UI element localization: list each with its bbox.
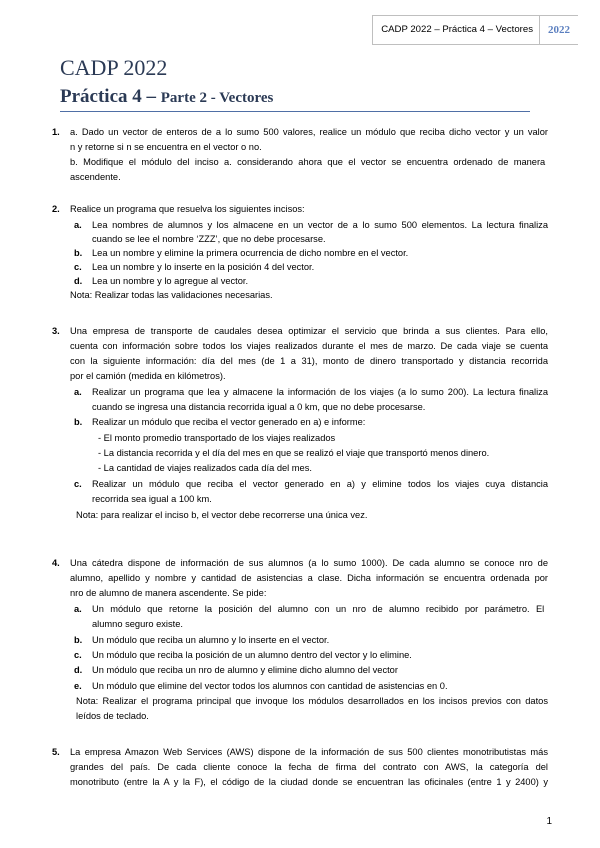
text-line: por el camión (medida en kilómetros).: [70, 371, 226, 381]
text-line: Un módulo que reciba un nro de alumno y elimine dicho alumno del vector: [92, 665, 398, 675]
subitem-letter: b.: [74, 635, 83, 645]
text-line: a. Dado un vector de enteros de a lo sumo 500 valores, realice un módulo que reciba dicho vector y un valor: [70, 127, 548, 137]
item-number: 2.: [52, 204, 60, 214]
text-line: monotributo (entre la A y la F), el código de la ciudad donde se encuentran las oficinales (entre 1 y 2400) y: [70, 777, 548, 787]
subitem-letter: d.: [74, 665, 83, 675]
text-line: Realizar un módulo que reciba el vector generado en a) e informe:: [92, 417, 366, 427]
text-line: Realice un programa que resuelva los siguientes incisos:: [70, 204, 305, 214]
subitem-letter: c.: [74, 650, 82, 660]
subtitle-part: Parte 2 - Vectores: [160, 90, 274, 106]
text-line: Lea un nombre y elimine la primera ocurrencia de dicho nombre en el vector.: [92, 248, 409, 258]
subitem-letter: d.: [74, 276, 83, 286]
subtitle-practice: Práctica 4 –: [60, 86, 161, 107]
item-number: 4.: [52, 558, 60, 568]
document-title: CADP 2022: [60, 55, 168, 80]
text-line: - El monto promedio transportado de los viajes realizados: [98, 433, 336, 443]
subitem-letter: b.: [74, 248, 83, 258]
page-number: 1: [546, 816, 552, 827]
text-line: Un módulo que elimine del vector todos los alumnos con cantidad de asistencias en 0.: [92, 681, 448, 691]
item-number: 3.: [52, 326, 60, 336]
text-line: alumno, apellido y nombre y cantidad de asistencias a clase. Dicha información se encuentra ordenada por: [70, 573, 548, 583]
text-line: Nota: Realizar todas las validaciones necesarias.: [70, 290, 273, 300]
page-header: [372, 15, 578, 45]
text-line: leídos de teclado.: [76, 711, 149, 721]
document-subtitle: [60, 86, 273, 108]
header-text: CADP 2022 – Práctica 4 – Vectores: [372, 16, 540, 44]
text-line: recorrida sea igual a 100 km.: [92, 494, 212, 504]
text-line: cuando se lee el nombre ‘ZZZ’, que no debe procesarse.: [92, 234, 326, 244]
text-line: Lea nombres de alumnos y los almacene en un vector de a lo sumo 500 elementos. La lectura finaliza: [92, 220, 548, 230]
text-line: La empresa Amazon Web Services (AWS) dispone de la información de sus 500 clientes monotributistas más: [70, 747, 548, 757]
item-number: 5.: [52, 747, 60, 757]
subitem-letter: a.: [74, 220, 82, 230]
title-rule: [60, 111, 530, 112]
text-line: Realizar un programa que lea y almacene la información de los viajes (a lo sumo 200). La lectura finaliza: [92, 387, 548, 397]
subitem-letter: c.: [74, 479, 82, 489]
text-line: Un módulo que reciba un alumno y lo inserte en el vector.: [92, 635, 330, 645]
text-line: alumno seguro existe.: [92, 619, 183, 629]
text-line: Una empresa de transporte de caudales desea optimizar el servicio que brinda a sus clientes. Para ello,: [70, 326, 548, 336]
subitem-letter: e.: [74, 681, 82, 691]
text-line: grandes del país. De cada cliente conoce la fecha de firma del contrato con AWS, la categoría del: [70, 762, 548, 772]
header-year: 2022: [548, 24, 570, 36]
text-line: Un módulo que reciba la posición de un alumno dentro del vector y lo elimine.: [92, 650, 412, 660]
text-line: cuando se ingresa una distancia recorrida igual a 0 km, que no debe procesarse.: [92, 402, 426, 412]
item-number: 1.: [52, 127, 60, 137]
text-line: b. Modifique el módulo del inciso a. considerando ahora que el vector se encuentra ordenado de manera: [70, 157, 546, 167]
text-line: - La cantidad de viajes realizados cada día del mes.: [98, 463, 312, 473]
text-line: Nota: para realizar el inciso b, el vector debe recorrerse una única vez.: [76, 510, 368, 520]
text-line: n y retorne si n se encuentra en el vector o no.: [70, 142, 262, 152]
subitem-letter: a.: [74, 387, 82, 397]
text-line: cuenta con información sobre todos los viajes realizados durante el mes de marzo. De cada viaje se cuenta: [70, 341, 548, 351]
subitem-letter: c.: [74, 262, 82, 272]
text-line: Un módulo que retorne la posición del alumno con un nro de alumno recibido por parámetro. El: [92, 604, 545, 614]
text-line: Lea un nombre y lo agregue al vector.: [92, 276, 249, 286]
text-line: con la siguiente información: día del mes (de 1 a 31), monto de dinero transportado y distancia recorrida: [70, 356, 548, 366]
text-line: Lea un nombre y lo inserte en la posición 4 del vector.: [92, 262, 315, 272]
text-line: Nota: Realizar el programa principal que invoque los módulos desarrollados en los incisos previos con datos: [76, 696, 548, 706]
text-line: nro de alumno de manera ascendente. Se pide:: [70, 588, 267, 598]
text-line: Una cátedra dispone de información de sus alumnos (a lo sumo 1000). De cada alumno se conoce nro de: [70, 558, 548, 568]
text-line: - La distancia recorrida y el día del mes en que se realizó el viaje que transportó menos dinero.: [98, 448, 490, 458]
text-line: ascendente.: [70, 172, 121, 182]
text-line: Realizar un módulo que reciba el vector generado en a) y elimine todos los viajes cuya distancia: [92, 479, 548, 489]
subitem-letter: b.: [74, 417, 83, 427]
subitem-letter: a.: [74, 604, 82, 614]
